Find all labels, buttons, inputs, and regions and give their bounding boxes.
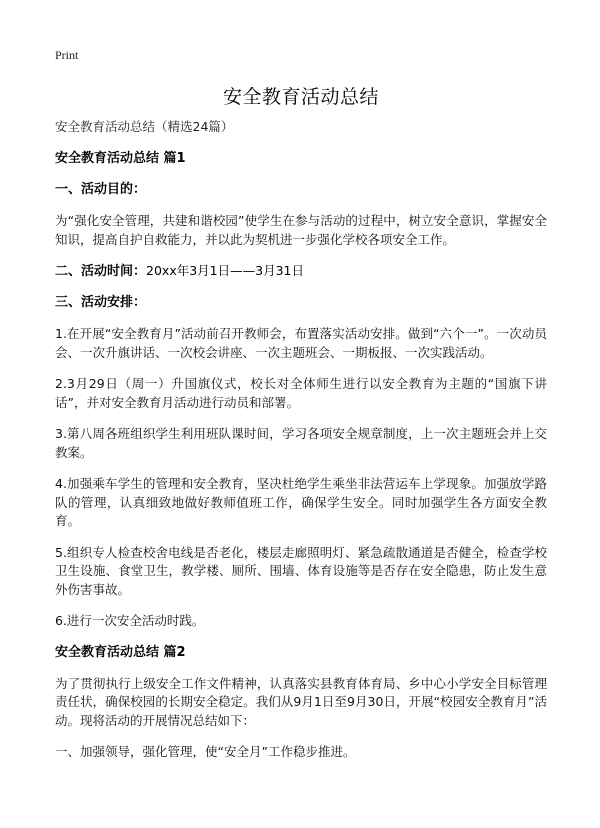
document-body — [55, 118, 547, 775]
article-point: 一、加强领导，强化管理，使“安全月”工作稳步推进。 — [55, 744, 356, 759]
article-heading: 安全教育活动总结 篇1 — [55, 151, 186, 166]
list-item: 5.组织专人检查校舍电线是否老化，楼层走廊照明灯、紧急疏散通道是否健全，检查学校卫生设施、食堂卫生，教学楼、厕所、围墙、体育设施等是否存在安全隐患，防止发生意外伤害事故。 — [55, 544, 547, 597]
section-heading-arrangement: 三、活动安排： — [55, 295, 147, 310]
section-heading-time — [55, 262, 547, 281]
section-body-purpose: 为“强化安全管理，共建和谐校园”使学生在参与活动的过程中，树立安全意识，掌握安全知识，提高自护自救能力，并以此为契机进一步强化学校各项安全工作。 — [55, 213, 547, 247]
document-subtitle: 安全教育活动总结（精选24篇） — [55, 119, 234, 134]
section-heading-purpose: 一、活动目的： — [55, 182, 147, 197]
print-link[interactable]: Print — [55, 48, 79, 62]
list-item: 6.进行一次安全活动时践。 — [55, 613, 205, 628]
list-item: 2.3月29日（周一）升国旗仪式，校长对全体师生进行以安全教育为主题的“国旗下讲话”，并对安全教育月活动进行动员和部署。 — [55, 376, 547, 410]
article-intro: 为了贯彻执行上级安全工作文件精神，认真落实县教育体育局、乡中心小学安全目标管理责任状，确保校园的长期安全稳定。我们从9月1日至9月30日，开展“校园安全教育月”活动。现将活动的开展情况总结如下： — [55, 675, 547, 728]
list-item: 1.在开展“安全教育月”活动前召开教师会，布置落实活动安排。做到“六个一”。一次动员会、一次升旗讲话、一次校会讲座、一次主题班会、一期板报、一次实践活动。 — [55, 326, 547, 360]
list-item: 3.第八周各班组织学生利用班队课时间，学习各项安全规章制度，上一次主题班会并上交教案。 — [55, 426, 547, 460]
article-2 — [55, 644, 547, 762]
section-time-label: 二、活动时间： — [55, 264, 147, 279]
page-title: 安全教育活动总结 — [222, 86, 379, 108]
section-time-value: 20xx年3月1日——3月31日 — [146, 263, 304, 278]
article-1 — [55, 150, 547, 631]
article-heading: 安全教育活动总结 篇2 — [55, 644, 186, 660]
list-item: 4.加强乘车学生的管理和安全教育，坚决杜绝学生乘坐非法营运车上学现象。加强放学路队的管理，认真细致地做好教师值班工作，确保学生安全。同时加强学生各方面安全教育。 — [55, 476, 547, 528]
